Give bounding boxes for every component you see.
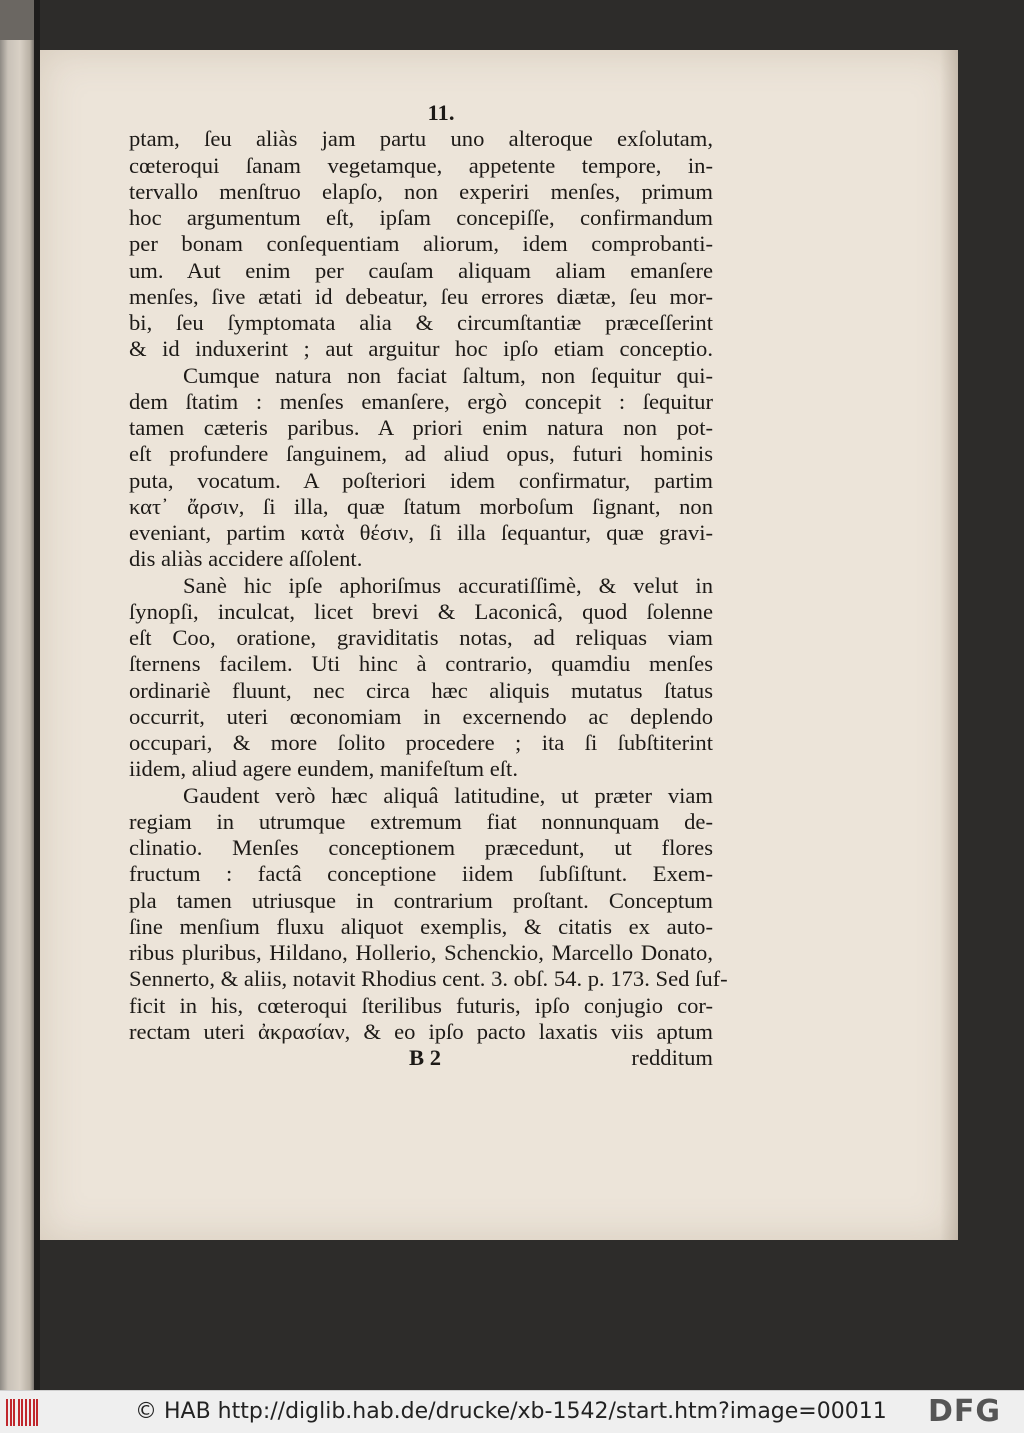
text-line: Sennerto, & aliis, notavit Rhodius cent. 3. obſ. 54. p. 173. Sed ſuf- [129, 966, 728, 992]
hab-barcode-icon [6, 1399, 40, 1426]
page-text [129, 100, 728, 1071]
text-line: ſynopſi, inculcat, licet brevi & Laconicâ, quod ſolenne [129, 598, 713, 624]
barcode-bar [29, 1399, 31, 1426]
barcode-bar [21, 1399, 23, 1426]
text-line: ſine menſium fluxu aliquot exemplis, & citatis ex auto- [129, 913, 713, 939]
text-line: um. Aut enim per cauſam aliquam aliam emanſere [129, 257, 713, 283]
text-line: fructum : factâ conceptione iidem ſubſiſtunt. Exem- [129, 861, 713, 887]
viewer-footer [0, 1390, 1024, 1433]
barcode-bar [36, 1399, 38, 1426]
text-line: puta, vocatum. A poſteriori idem confirmatur, partim [129, 467, 713, 493]
text-line: ribus pluribus, Hildano, Hollerio, Schenckio, Marcello Donato, [129, 940, 713, 965]
page-foot [129, 1045, 713, 1071]
text-line: ptam, ſeu aliàs jam partu uno alteroque exſolutam, [129, 126, 713, 152]
page-edge-shadow [940, 50, 958, 1240]
text-line: rectam uteri ἀκρασίαν, & eo ipſo pacto laxatis viis aptum [129, 1018, 713, 1044]
text-line: tervallo menſtruo elapſo, non experiri menſes, primum [129, 178, 713, 204]
text-line: ſternens facilem. Uti hinc à contrario, quamdiu menſes [129, 651, 713, 677]
text-line: per bonam conſequentiam aliorum, idem comprobanti- [129, 231, 713, 257]
dfg-logo: DFG [928, 1394, 1002, 1429]
text-line: eſt Coo, oratione, graviditatis notas, ad reliquas viam [129, 625, 713, 650]
text-line: pla tamen utriusque in contrarium proſtant. Conceptum [129, 887, 713, 913]
text-line: occurrit, uteri œconomiam in excernendo ac deplendo [129, 703, 713, 729]
barcode-bar [25, 1399, 27, 1426]
text-line: dem ſtatim : menſes emanſere, ergò concepit : ſequitur [129, 388, 713, 414]
barcode-bar [18, 1399, 20, 1426]
text-line: hoc argumentum eſt, ipſam concepiſſe, confirmandum [129, 205, 713, 230]
signature-mark: B 2 [409, 1045, 442, 1070]
text-line: Cumque natura non faciat ſaltum, non ſequitur qui- [183, 362, 713, 388]
text-line: κατ᾽ ἄρσιν, ſi illa, quæ ſtatum morboſum ſignant, non [129, 493, 713, 519]
text-line: eveniant, partim κατὰ θέσιν, ſi illa ſequantur, quæ gravi- [129, 520, 713, 545]
text-line: occupari, & more ſolito procedere ; ita ſi ſubſtiterint [129, 730, 713, 755]
barcode-bar [10, 1399, 12, 1426]
text-line: bi, ſeu ſymptomata alia & circumſtantiæ præceſſerint [129, 310, 713, 335]
adjacent-page-edge [0, 40, 34, 1390]
page-number: 11. [427, 100, 455, 125]
text-line: & id induxerint ; aut arguitur hoc ipſo etiam conceptio. [129, 336, 713, 362]
text-line: iidem, aliud agere eundem, manifeſtum eſt. [129, 756, 518, 782]
copyright-link[interactable]: © HAB http://diglib.hab.de/drucke/xb-1542/start.htm?image=00011 [135, 1399, 887, 1424]
text-line: eſt profundere ſanguinem, ad aliud opus, futuri hominis [129, 441, 713, 467]
text-line: Gaudent verò hæc aliquâ latitudine, ut præter viam [183, 782, 713, 808]
text-line: Sanè hic ipſe aphoriſmus accuratiſſimè, & velut in [183, 572, 713, 598]
text-line: cœteroqui ſanam vegetamque, appetente tempore, in- [129, 152, 713, 178]
barcode-bar [13, 1399, 15, 1426]
text-lines [129, 126, 728, 1045]
text-line: dis aliàs accidere aſſolent. [129, 546, 363, 572]
text-line: ficit in his, cœteroqui ſterilibus futuris, ipſo conjugio cor- [129, 992, 713, 1018]
text-line: regiam in utrumque extremum fiat nonnunquam de- [129, 808, 713, 834]
text-line: menſes, ſive ætati id debeatur, ſeu errores diætæ, ſeu mor- [129, 283, 713, 309]
text-line: tamen cæteris paribus. A priori enim natura non pot- [129, 415, 713, 440]
text-line: clinatio. Menſes conceptionem præcedunt, ut flores [129, 835, 713, 860]
catchword: redditum [631, 1045, 713, 1070]
scan-corner [0, 0, 34, 40]
barcode-bar [33, 1399, 35, 1426]
barcode-bar [6, 1399, 8, 1426]
text-line: ordinariè fluunt, nec circa hæc aliquis mutatus ſtatus [129, 677, 713, 703]
